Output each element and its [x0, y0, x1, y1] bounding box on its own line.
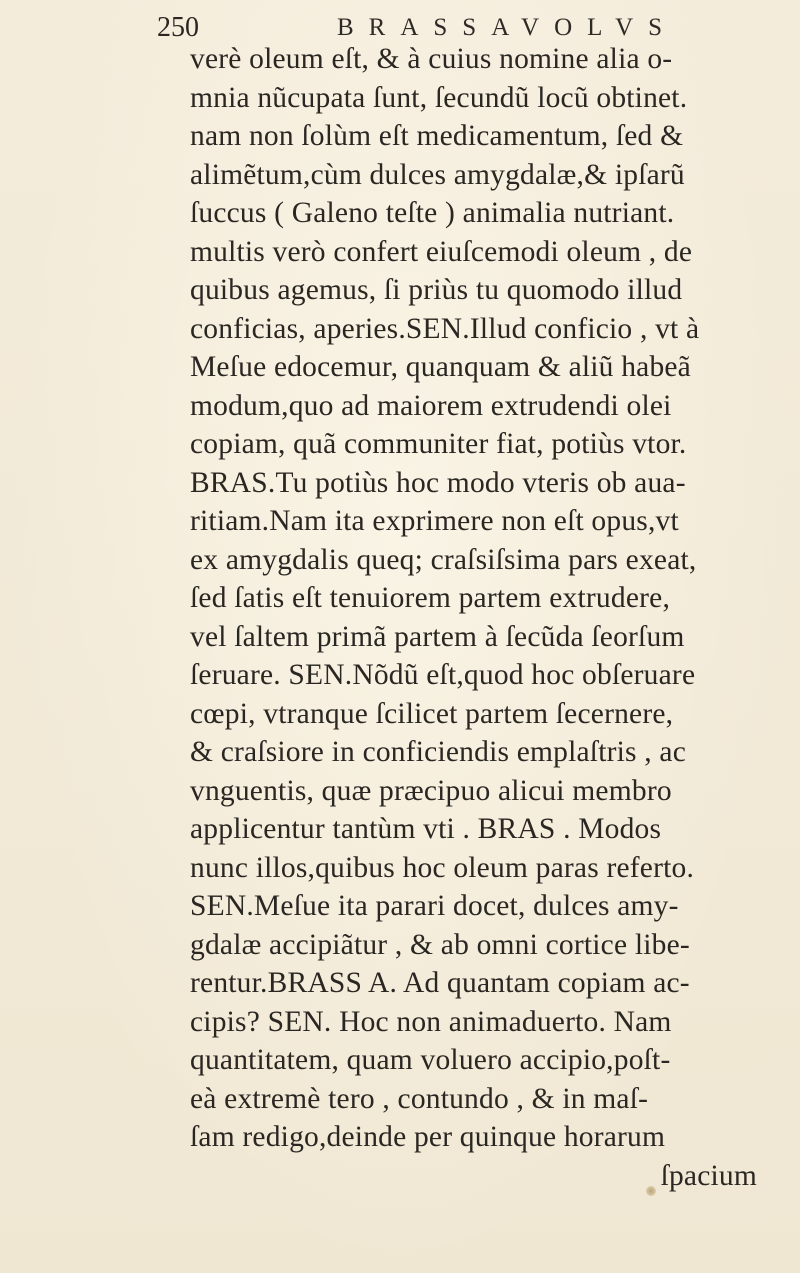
text-line: eà extremè tero , contundo , & in maſ-: [190, 1082, 649, 1115]
text-line: vnguentis, quæ præcipuo alicui membro: [190, 774, 672, 807]
text-line: SEN.Meſue ita parari docet, dulces amy-: [190, 890, 679, 922]
running-title: BRASSAVOLVS: [337, 14, 678, 41]
text-line: multis verò confert eiuſcemodi oleum , de: [190, 235, 693, 268]
text-line: quantitatem, quam voluero accipio,poſt-: [190, 1044, 671, 1076]
text-line: cœpi, vtranque ſcilicet partem ſecernere,: [190, 697, 674, 730]
text-line: BRAS.Tu potiùs hoc modo vteris ob aua-: [190, 466, 686, 499]
text-line: quibus agemus, ſi priùs tu quomodo illud: [190, 274, 683, 306]
text-line: verè oleum eſt, & à cuius nomine alia o-: [190, 43, 673, 75]
text-line: copiam, quã communiter fiat, potiùs vtor.: [190, 428, 687, 460]
text-line: modum,quo ad maiorem extrudendi olei: [190, 389, 672, 422]
text-line: ex amygdalis queq; craſsiſsima pars exeat,: [190, 543, 697, 576]
text-line: vel ſaltem primã partem à ſecũda ſeorſum: [190, 620, 685, 653]
text-line: ſeruare. SEN.Nõdũ eſt,quod hoc obſeruare: [190, 659, 696, 691]
text-line: applicentur tantùm vti . BRAS . Modos: [190, 813, 662, 845]
paper-stain: [646, 1186, 656, 1196]
text-line: ſam redigo,deinde per quinque horarum: [190, 1121, 666, 1153]
text-line: ſed ſatis eſt tenuiorem partem extrudere,: [190, 582, 671, 614]
text-line: gdalæ accipiãtur , & ab omni cortice libe-: [190, 928, 690, 961]
text-line: mnia nũcupata ſunt, ſecundũ locũ obtinet.: [190, 81, 688, 114]
text-line: conficias, aperies.SEN.Illud conficio , vt à: [190, 312, 700, 345]
page-number: 250: [157, 12, 199, 43]
text-line: Meſue edocemur, quanquam & aliũ habeã: [190, 351, 691, 383]
catchword: ſpacium: [660, 1159, 757, 1192]
text-line: ſuccus ( Galeno teſte ) animalia nutriant.: [190, 197, 675, 229]
text-line: nam non ſolùm eſt medicamentum, ſed &: [190, 120, 684, 152]
text-line: nunc illos,quibus hoc oleum paras referto.: [190, 851, 695, 884]
text-line: & craſsiore in conficiendis emplaſtris , ac: [190, 736, 686, 768]
body-text: [190, 40, 765, 1195]
text-line: rentur.BRASS A. Ad quantam copiam ac-: [190, 967, 690, 999]
text-line: alimẽtum,cùm dulces amygdalæ,& ipſarũ: [190, 158, 685, 191]
text-line: cipis? SEN. Hoc non animaduerto. Nam: [190, 1005, 672, 1038]
text-line: ritiam.Nam ita exprimere non eſt opus,vt: [190, 505, 679, 537]
